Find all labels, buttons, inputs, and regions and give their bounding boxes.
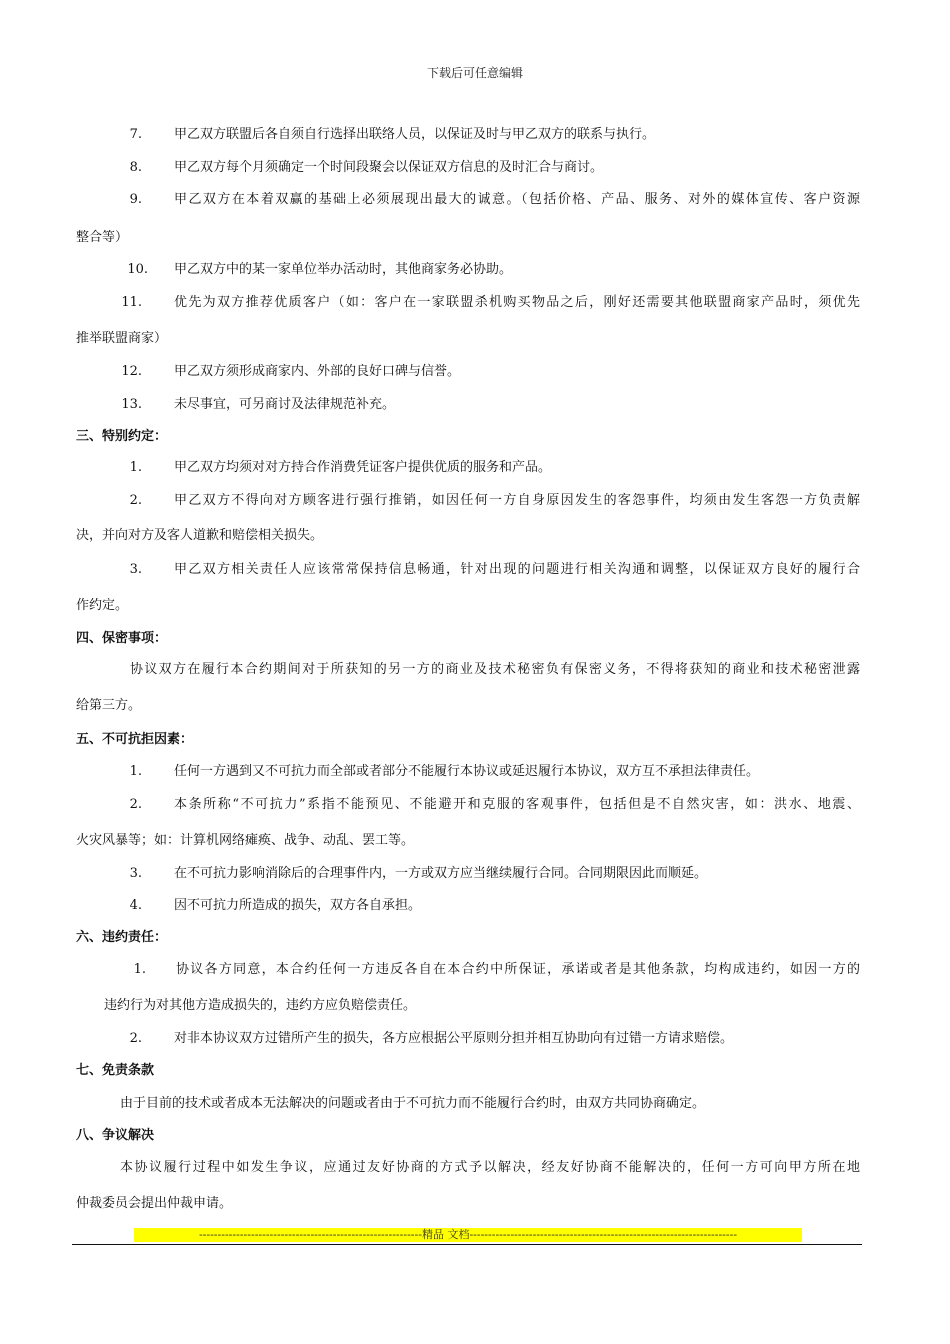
item-text: 甲乙双方不得向对方顾客进行强行推销，如因任何一方自身原因发生的客怨事件，均须由发生客怨一方负责解 (174, 493, 860, 508)
item-text: 对非本协议双方过错所产生的损失，各方应根据公平原则分担并相互协助向有过错一方请求赔偿。 (174, 1031, 734, 1046)
item-text: 甲乙双方在本着双赢的基础上必须展现出最大的诚意。（包括价格、产品、服务、对外的媒体宣传、客户资源 (174, 192, 860, 207)
paragraph-text: 本协议履行过程中如发生争议，应通过友好协商的方式予以解决，经友好协商不能解决的，任何一方可向甲方所在地 (120, 1160, 860, 1175)
item-text: 甲乙双方每个月须确定一个时间段聚会以保证双方信息的及时汇合与商讨。 (174, 160, 604, 175)
item-number: 1. (129, 764, 142, 779)
item-text: 协议各方同意，本合约任何一方违反各自在本合约中所保证，承诺或者是其他条款，均构成违约，如因一方的 (176, 962, 860, 977)
footer-divider (72, 1244, 862, 1245)
footer-banner: ------------------------------------------------------------精品 文档------------------------------------------------------------------------ (134, 1228, 802, 1242)
item-number: 3. (129, 562, 142, 577)
item-number: 7. (129, 127, 142, 142)
item-number: 1. (129, 460, 142, 475)
item-text-continuation: 整合等） (76, 230, 129, 245)
item-text: 优先为双方推荐优质客户（如：客户在一家联盟杀机购买物品之后，刚好还需要其他联盟商家产品时，须优先 (174, 295, 860, 310)
item-number: 4. (129, 898, 142, 913)
section-heading: 三、特别约定： (76, 429, 168, 444)
item-text: 甲乙双方中的某一家单位举办活动时，其他商家务必协助。 (174, 262, 513, 277)
item-number: 2. (129, 797, 142, 812)
item-text: 本条所称“不可抗力”系指不能预见、不能避开和克服的客观事件，包括但是不自然灾害，如：洪水、地震、 (174, 797, 860, 812)
item-text-continuation: 火灾风暴等；如：计算机网络瘫痪、战争、动乱、罢工等。 (76, 833, 415, 848)
item-text-continuation: 违约行为对其他方造成损失的，违约方应负赔偿责任。 (104, 998, 417, 1013)
item-number: 8. (129, 160, 142, 175)
item-number: 13. (121, 397, 142, 412)
item-text: 未尽事宜，可另商讨及法律规范补充。 (174, 397, 396, 412)
item-number: 12. (121, 364, 142, 379)
paragraph-continuation: 仲裁委员会提出仲裁申请。 (76, 1196, 233, 1211)
item-text-continuation: 推举联盟商家） (76, 331, 168, 346)
item-text: 甲乙双方须形成商家内、外部的良好口碑与信誉。 (174, 364, 461, 379)
item-text-continuation: 作约定。 (76, 598, 129, 613)
item-text: 因不可抗力所造成的损失，双方各自承担。 (174, 898, 422, 913)
item-number: 3. (129, 866, 142, 881)
section-heading: 四、保密事项： (76, 631, 168, 646)
item-text: 甲乙双方相关责任人应该常常保持信息畅通，针对出现的问题进行相关沟通和调整，以保证双方良好的履行合 (174, 562, 860, 577)
page-header: 下载后可任意编辑 (426, 66, 523, 80)
section-heading: 八、争议解决 (76, 1128, 155, 1143)
item-number: 2. (129, 493, 142, 508)
item-number: 11. (121, 295, 142, 310)
paragraph-text: 协议双方在履行本合约期间对于所获知的另一方的商业及技术秘密负有保密义务，不得将获知的商业和技术秘密泄露 (130, 662, 860, 677)
item-number: 2. (129, 1031, 142, 1046)
paragraph-continuation: 给第三方。 (76, 698, 142, 713)
item-number: 1. (133, 962, 146, 977)
item-number: 10. (127, 262, 148, 277)
section-heading: 七、免责条款 (76, 1063, 155, 1078)
item-text: 在不可抗力影响消除后的合理事件内，一方或双方应当继续履行合同。合同期限因此而顺延。 (174, 866, 708, 881)
section-heading: 六、违约责任： (76, 930, 168, 945)
item-number: 9. (129, 192, 142, 207)
paragraph-text: 由于目前的技术或者成本无法解决的问题或者由于不可抗力而不能履行合约时，由双方共同协商确定。 (120, 1096, 706, 1111)
section-heading: 五、不可抗拒因素： (76, 732, 194, 747)
item-text: 甲乙双方均须对对方持合作消费凭证客户提供优质的服务和产品。 (174, 460, 552, 475)
item-text-continuation: 决，并向对方及客人道歉和赔偿相关损失。 (76, 528, 324, 543)
item-text: 任何一方遇到又不可抗力而全部或者部分不能履行本协议或延迟履行本协议，双方互不承担法律责任。 (174, 764, 760, 779)
item-text: 甲乙双方联盟后各自须自行选择出联络人员，以保证及时与甲乙双方的联系与执行。 (174, 127, 656, 142)
